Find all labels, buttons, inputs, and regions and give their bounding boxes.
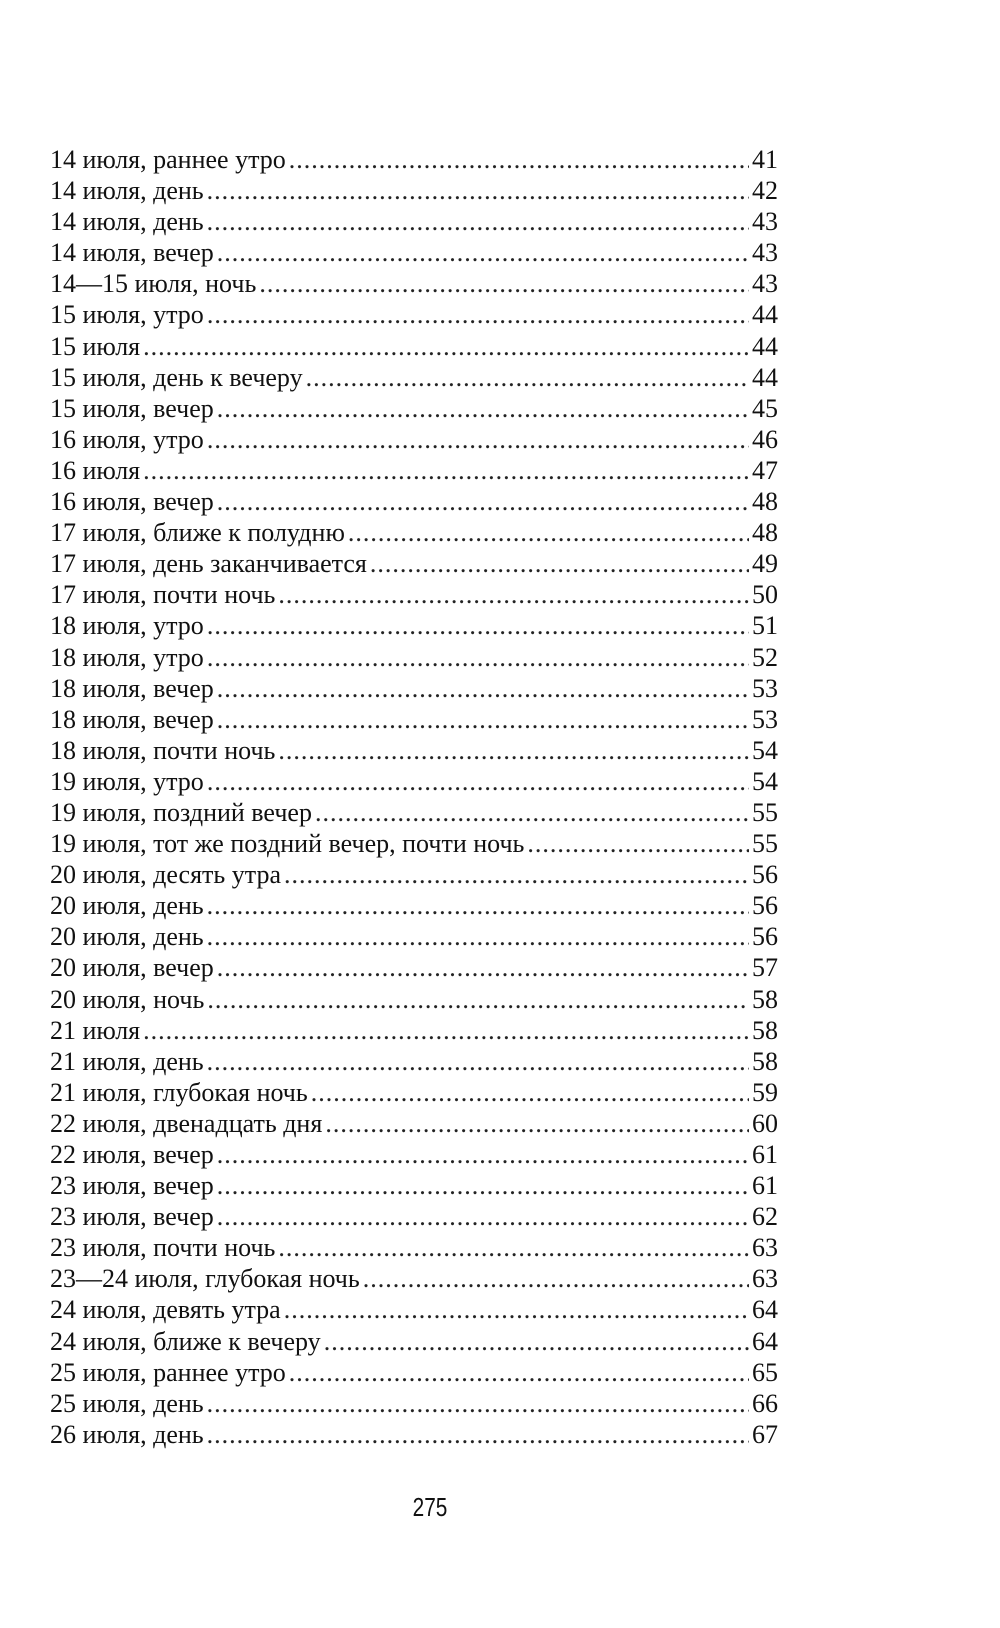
toc-entry-page: 61 <box>752 1140 778 1169</box>
toc-entry <box>50 144 778 175</box>
toc-entry-title: 14 июля, день <box>50 176 204 206</box>
toc-entry-page: 63 <box>752 1233 778 1263</box>
toc-dot-leader <box>325 1108 749 1139</box>
toc-dot-leader <box>289 144 749 175</box>
toc-entry <box>50 455 778 486</box>
toc-entry-title: 23—24 июля, глубокая ночь <box>50 1264 360 1294</box>
toc-entry-page: 54 <box>752 766 778 796</box>
toc-entry-title: 17 июля, почти ночь <box>50 580 276 610</box>
toc-dot-leader <box>207 890 749 921</box>
toc-entry <box>50 1419 778 1450</box>
toc-entry-title: 17 июля, ближе к полудню <box>50 518 345 548</box>
toc-entry-title: 14 июля, раннее утро <box>50 145 286 174</box>
toc-entry-title: 23 июля, почти ночь <box>50 1233 276 1263</box>
toc-entry-title: 18 июля, утро <box>50 611 204 641</box>
toc-dot-leader <box>217 1170 749 1201</box>
toc-entry-page: 65 <box>752 1357 778 1387</box>
toc-dot-leader <box>143 455 749 486</box>
toc-entry-page: 58 <box>752 1046 778 1076</box>
toc-entry <box>50 548 778 579</box>
toc-dot-leader <box>207 1388 749 1419</box>
toc-entry <box>50 735 778 766</box>
toc-entry <box>50 424 778 455</box>
toc-entry-page: 53 <box>752 673 778 703</box>
toc-entry <box>50 1232 778 1263</box>
toc-entry <box>50 890 778 921</box>
toc-dot-leader <box>527 828 749 859</box>
toc-entry <box>50 237 778 268</box>
toc-dot-leader <box>207 299 749 330</box>
toc-dot-leader <box>363 1263 749 1294</box>
toc-entry <box>50 175 778 206</box>
toc-entry <box>50 1170 778 1201</box>
toc-dot-leader <box>315 797 749 828</box>
toc-entry <box>50 1388 778 1419</box>
toc-entry-page: 58 <box>752 984 778 1014</box>
toc-entry-title: 16 июля <box>50 455 141 485</box>
toc-entry-title: 15 июля, утро <box>50 300 204 330</box>
toc-entry <box>50 921 778 952</box>
toc-dot-leader <box>278 579 749 610</box>
toc-entry-title: 20 июля, день <box>50 922 204 952</box>
toc-dot-leader <box>370 548 749 579</box>
toc-entry-page: 63 <box>752 1264 778 1294</box>
toc-entry-title: 20 июля, день <box>50 891 204 921</box>
toc-dot-leader <box>324 1326 749 1357</box>
toc-entry <box>50 331 778 362</box>
toc-dot-leader <box>217 704 749 735</box>
toc-entry-page: 44 <box>752 362 778 392</box>
toc-entry <box>50 362 778 393</box>
toc-entry-page: 43 <box>752 269 778 299</box>
toc-entry-title: 19 июля, утро <box>50 766 204 796</box>
toc-entry-page: 56 <box>752 922 778 952</box>
toc-entry-title: 20 июля, вечер <box>50 953 214 983</box>
toc-entry <box>50 268 778 299</box>
toc-dot-leader <box>207 206 749 237</box>
toc-entry <box>50 1077 778 1108</box>
toc-dot-leader <box>217 1139 749 1170</box>
toc-entry <box>50 610 778 641</box>
toc-entry <box>50 1108 778 1139</box>
toc-dot-leader <box>217 486 749 517</box>
toc-entry-title: 18 июля, почти ночь <box>50 735 276 765</box>
toc-entry-page: 46 <box>752 424 778 454</box>
toc-entry-page: 59 <box>752 1077 778 1107</box>
toc-dot-leader <box>207 921 749 952</box>
toc-entry <box>50 797 778 828</box>
toc-entry-page: 48 <box>752 518 778 548</box>
toc-entry <box>50 517 778 548</box>
page-number: 275 <box>412 1492 448 1522</box>
toc-dot-leader <box>348 517 749 548</box>
toc-dot-leader <box>278 735 749 766</box>
toc-entry <box>50 984 778 1015</box>
toc-dot-leader <box>311 1077 749 1108</box>
toc-entry <box>50 1294 778 1325</box>
toc-entry-title: 14 июля, вечер <box>50 238 214 268</box>
toc-entry-title: 24 июля, ближе к вечеру <box>50 1326 321 1356</box>
toc-entry-title: 18 июля, вечер <box>50 673 214 703</box>
toc-entry-page: 42 <box>752 176 778 206</box>
table-of-contents <box>50 144 778 1450</box>
toc-dot-leader <box>284 1294 749 1325</box>
toc-entry-page: 55 <box>752 797 778 827</box>
toc-entry-page: 64 <box>752 1326 778 1356</box>
toc-entry-title: 26 июля, день <box>50 1419 204 1449</box>
toc-entry-title: 19 июля, поздний вечер <box>50 797 312 827</box>
toc-entry-page: 49 <box>752 549 778 579</box>
toc-entry-title: 17 июля, день заканчивается <box>50 549 367 579</box>
toc-entry-page: 62 <box>752 1202 778 1232</box>
toc-entry-page: 44 <box>752 331 778 361</box>
toc-entry-page: 56 <box>752 891 778 921</box>
toc-dot-leader <box>306 362 749 393</box>
toc-entry-page: 56 <box>752 860 778 890</box>
toc-entry-page: 44 <box>752 300 778 330</box>
toc-entry <box>50 1046 778 1077</box>
toc-entry <box>50 859 778 890</box>
toc-dot-leader <box>217 1201 749 1232</box>
toc-entry-page: 41 <box>752 145 778 174</box>
toc-entry <box>50 952 778 983</box>
toc-entry-title: 20 июля, ночь <box>50 984 205 1014</box>
toc-entry-page: 45 <box>752 393 778 423</box>
toc-entry-title: 23 июля, вечер <box>50 1202 214 1232</box>
toc-dot-leader <box>217 952 749 983</box>
toc-entry-title: 15 июля, день к вечеру <box>50 362 303 392</box>
toc-entry-page: 60 <box>752 1108 778 1138</box>
toc-entry-title: 25 июля, день <box>50 1388 204 1418</box>
toc-entry-page: 43 <box>752 238 778 268</box>
toc-entry-page: 48 <box>752 487 778 517</box>
toc-entry-page: 54 <box>752 735 778 765</box>
toc-entry <box>50 766 778 797</box>
toc-entry-title: 16 июля, утро <box>50 424 204 454</box>
toc-entry <box>50 704 778 735</box>
toc-entry-page: 52 <box>752 642 778 672</box>
toc-entry-title: 20 июля, десять утра <box>50 860 281 890</box>
toc-entry-title: 22 июля, двенадцать дня <box>50 1108 323 1138</box>
toc-entry <box>50 206 778 237</box>
toc-dot-leader <box>207 984 749 1015</box>
toc-entry-title: 24 июля, девять утра <box>50 1295 281 1325</box>
toc-entry <box>50 579 778 610</box>
toc-dot-leader <box>289 1357 749 1388</box>
toc-entry <box>50 1015 778 1046</box>
toc-entry-title: 14—15 июля, ночь <box>50 269 257 299</box>
toc-entry <box>50 642 778 673</box>
toc-entry <box>50 393 778 424</box>
toc-entry-page: 53 <box>752 704 778 734</box>
toc-entry <box>50 486 778 517</box>
toc-entry <box>50 1263 778 1294</box>
toc-dot-leader <box>207 642 749 673</box>
toc-entry-title: 23 июля, вечер <box>50 1171 214 1201</box>
toc-entry-title: 21 июля <box>50 1015 141 1045</box>
toc-entry <box>50 828 778 859</box>
toc-entry <box>50 1357 778 1388</box>
toc-dot-leader <box>207 610 749 641</box>
toc-entry-title: 22 июля, вечер <box>50 1140 214 1169</box>
toc-entry-title: 16 июля, вечер <box>50 487 214 517</box>
toc-entry-title: 21 июля, глубокая ночь <box>50 1077 308 1107</box>
toc-entry-page: 66 <box>752 1388 778 1418</box>
toc-entry-page: 43 <box>752 207 778 237</box>
toc-dot-leader <box>259 268 749 299</box>
toc-entry-title: 21 июля, день <box>50 1046 204 1076</box>
toc-dot-leader <box>143 1015 749 1046</box>
toc-entry-page: 55 <box>752 829 778 859</box>
toc-entry-title: 15 июля <box>50 331 141 361</box>
toc-entry <box>50 1326 778 1357</box>
toc-entry-title: 19 июля, тот же поздний вечер, почти ночь <box>50 829 525 859</box>
toc-entry-title: 15 июля, вечер <box>50 393 214 423</box>
toc-entry-title: 18 июля, утро <box>50 642 204 672</box>
toc-entry <box>50 1139 778 1170</box>
toc-entry <box>50 299 778 330</box>
toc-dot-leader <box>207 1419 749 1450</box>
toc-dot-leader <box>217 237 749 268</box>
toc-entry <box>50 673 778 704</box>
toc-entry-title: 25 июля, раннее утро <box>50 1357 286 1387</box>
toc-dot-leader <box>207 175 749 206</box>
toc-entry-page: 47 <box>752 455 778 485</box>
toc-entry-page: 67 <box>752 1419 778 1449</box>
toc-entry-page: 61 <box>752 1171 778 1201</box>
toc-entry-title: 14 июля, день <box>50 207 204 237</box>
toc-entry-page: 64 <box>752 1295 778 1325</box>
toc-dot-leader <box>278 1232 749 1263</box>
toc-entry-title: 18 июля, вечер <box>50 704 214 734</box>
toc-entry-page: 57 <box>752 953 778 983</box>
toc-dot-leader <box>284 859 749 890</box>
toc-dot-leader <box>207 766 749 797</box>
toc-entry-page: 58 <box>752 1015 778 1045</box>
toc-entry-page: 51 <box>752 611 778 641</box>
toc-dot-leader <box>207 424 749 455</box>
toc-entry-page: 50 <box>752 580 778 610</box>
toc-dot-leader <box>217 393 749 424</box>
toc-dot-leader <box>143 331 749 362</box>
toc-dot-leader <box>217 673 749 704</box>
toc-dot-leader <box>207 1046 749 1077</box>
toc-entry <box>50 1201 778 1232</box>
